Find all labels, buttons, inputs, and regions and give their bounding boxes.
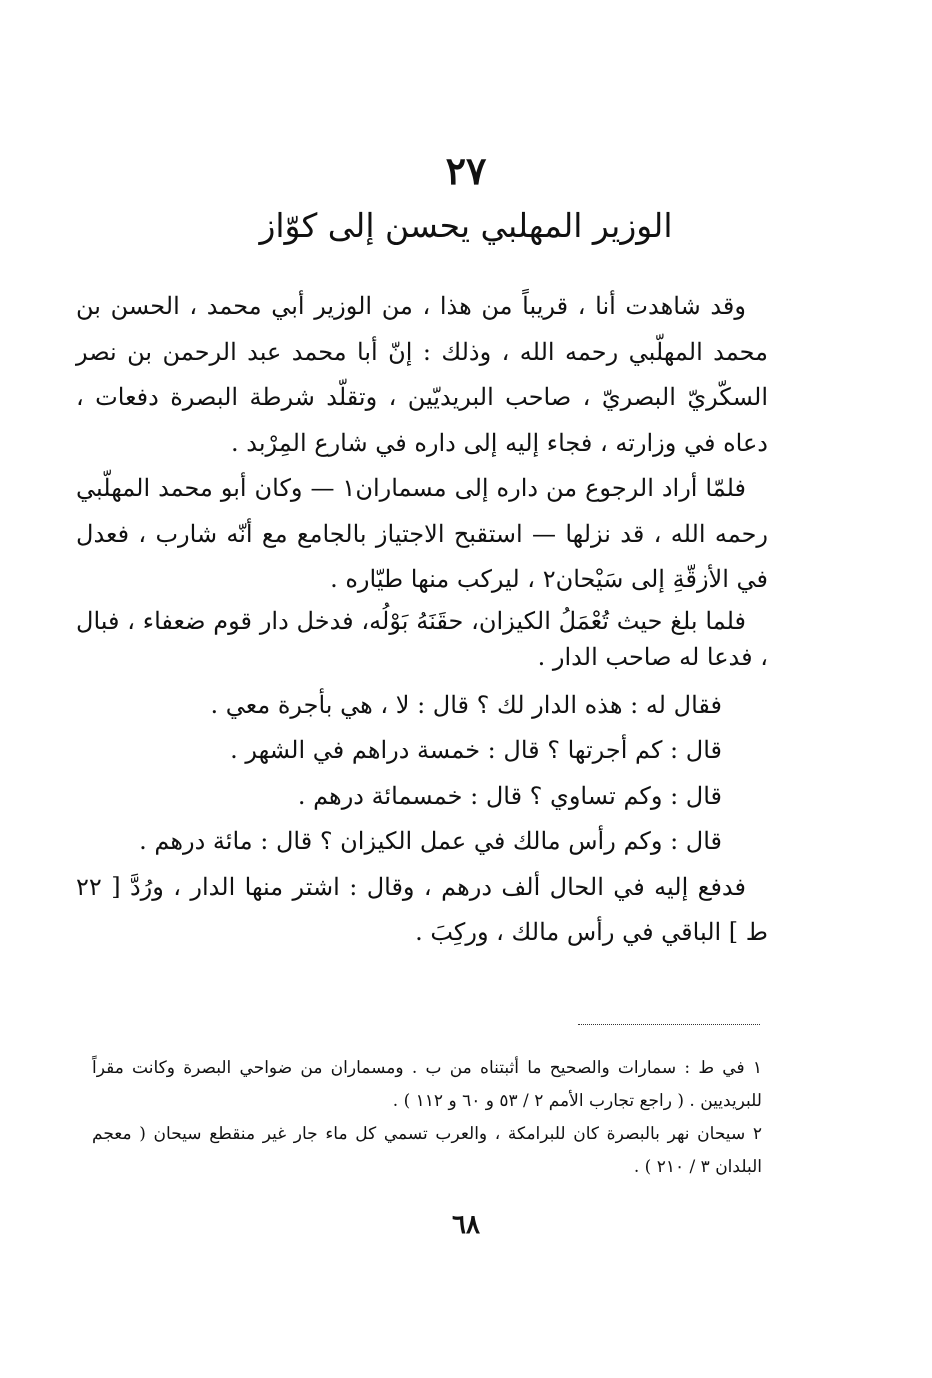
footnote-separator — [578, 1024, 760, 1025]
dialog-line-4: قال : وكم رأس مالك في عمل الكيزان ؟ قال : مائة درهم . — [139, 827, 722, 855]
paragraph-3: فلما بلغ حيث تُعْمَلُ الكيزان، حقَنَهُ بَوْلُه، فدخل دار قوم ضعفاء ، فبال ، فدعا له صاحب الدار . — [76, 606, 768, 671]
chapter-number: ٢٧ — [445, 148, 487, 193]
paragraph-1: وقد شاهدت أنا ، قريباً من هذا ، من الوزير أبي محمد ، الحسن بن محمد المهلّبي رحمه الله ، وذلك : إنّ أبا محمد عبد الرحمن بن نصر السكّريّ البصريّ ، صاحب البريديّين ، وتقلّد شرطة البصرة دفعات ، دعاه في وزارته ، فجاء إليه إلى داره في شارع المِرْبد . — [76, 292, 768, 457]
footnotes — [92, 1052, 762, 1184]
page-number: ٦٨ — [452, 1210, 480, 1240]
footnote-2: ٢ سيحان نهر بالبصرة كان للبرامكة ، والعرب تسمي كل ماء جار غير منقطع سيحان ( معجم البلدان ٣ / ٢١٠ ) . — [92, 1124, 762, 1177]
paragraph-2: فلمّا أراد الرجوع من داره إلى مسماران١ — وكان أبو محمد المهلّبي رحمه الله ، قد نزلها — استقبح الاجتياز بالجامع مع أنّه شارب ، فعدل في الأزقّةِ إلى سَيْحان٢ ، ليركب منها طيّاره . — [76, 474, 768, 593]
body-text — [76, 284, 768, 956]
dialog-line-2: قال : كم أجرتها ؟ قال : خمسة دراهم في الشهر . — [230, 736, 722, 764]
dialog-line-3: قال : وكم تساوي ؟ قال : خمسمائة درهم . — [297, 781, 722, 810]
chapter-title: الوزير المهلبي يحسن إلى كوّاز — [259, 206, 673, 245]
dialog-line-1: فقال له : هذه الدار لك ؟ قال : لا ، هي بأجرة معي . — [210, 690, 722, 719]
footnote-1: ١ في ط : سمارات والصحيح ما أثبتناه من ب . ومسماران من ضواحي البصرة وكانت مقراً للبريديين . ( راجع تجارب الأمم ٢ / ٥٣ و ٦٠ و ١١٢ ) . — [92, 1058, 762, 1111]
paragraph-closing: فدفع إليه في الحال ألف درهم ، وقال : اشتر منها الدار ، ورُدَّ [ ٢٢ ط ] الباقي في رأس مالك ، وركِبَ . — [76, 872, 768, 946]
